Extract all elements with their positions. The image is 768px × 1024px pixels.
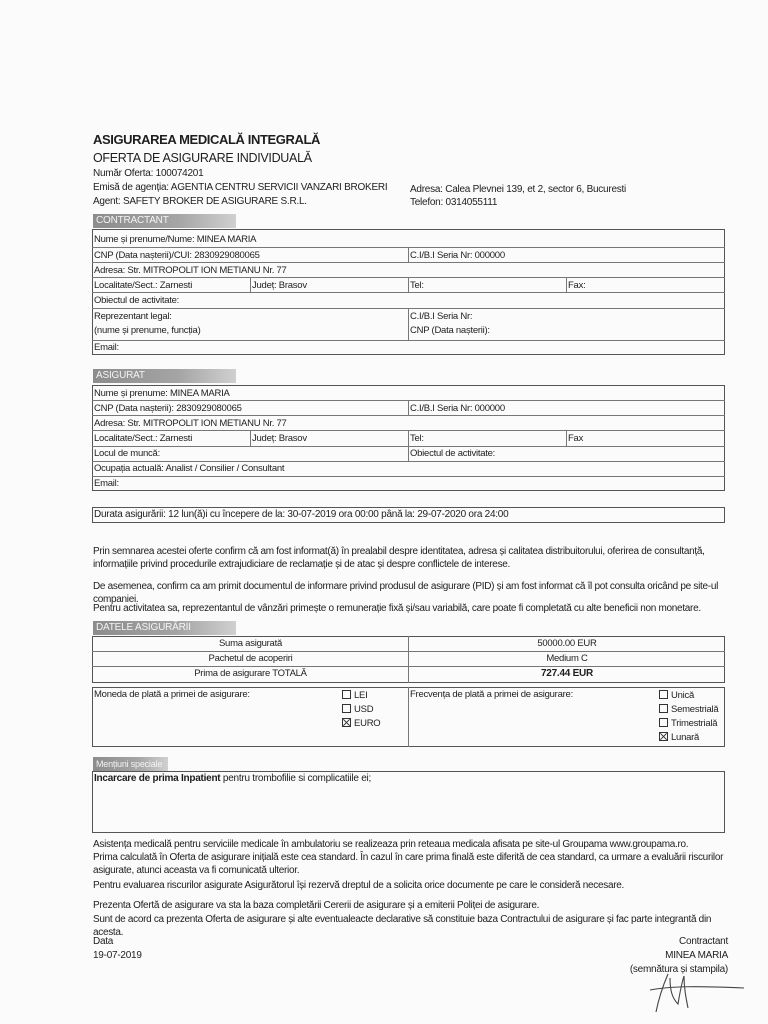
asigurat-cnp: CNP (Data nașterii): 2830929080065 <box>94 403 242 414</box>
special-mention-text: Incarcare de prima Inpatient pentru trombofilie si complicatiile ei; <box>94 773 372 784</box>
consent-paragraph-1: Prin semnarea acestei oferte confirm că am fost informat(ă) în prealabil despre identitatea, adresa și calitatea distribuitorului, oferirea de consultanță, informațiile privind procedurile extrajudiciare de reclamație și de atac și despre conflictele de interese. <box>93 546 705 570</box>
contractant-rep-cnp: CNP (Data nașterii): <box>410 325 490 336</box>
contractant-section-header: CONTRACTANT <box>93 214 236 228</box>
checkbox-lunara[interactable] <box>659 732 668 741</box>
asigurat-fax: Fax <box>568 433 584 444</box>
agent: Agent: SAFETY BROKER DE ASIGURARE S.R.L. <box>93 196 307 207</box>
checkbox-semestriala[interactable] <box>659 704 668 713</box>
contractant-address: Adresa: Str. MITROPOLIT ION METIANU Nr. 77 <box>94 265 287 276</box>
document-subtitle: OFERTA DE ASIGURARE INDIVIDUALĂ <box>93 151 312 165</box>
contractant-county: Județ: Brasov <box>252 280 307 291</box>
footer-note-1: Asistența medicală pentru serviciile medicale în ambulatoriu se realizeaza prin reteaua medicala afisata pe site-ul Groupama www.groupama.ro. <box>93 839 689 850</box>
contractant-email: Email: <box>94 342 119 353</box>
contractant-locality: Localitate/Sect.: Zarnesti <box>94 280 193 291</box>
footer-note-2: Prima calculată în Oferta de asigurare inițială este cea standard. În cazul în care prima finală este diferită de cea standard, ca urmare a evaluării riscurilor asigurate, atunci aceasta va fi comunicată ulterior. <box>93 852 724 876</box>
signature-note: (semnătura și stampila) <box>629 964 728 975</box>
coverage-package-value: Medium C <box>546 653 588 664</box>
contractant-tel: Tel: <box>410 280 424 291</box>
handwritten-signature <box>640 968 750 1018</box>
payment-currency-label: Moneda de plată a primei de asigurare: <box>94 689 250 700</box>
contractant-rep-id: C.I/B.I Seria Nr: <box>410 311 473 322</box>
footer-note-3: Pentru evaluarea riscurilor asigurate Asigurătorul își rezervă dreptul de a solicita orice documente pe care le consideră necesare. <box>93 880 624 891</box>
contractant-fax: Fax: <box>568 280 586 291</box>
contractant-rep-sublabel: (nume și prenume, funcția) <box>94 325 201 336</box>
checkbox-euro[interactable] <box>342 718 351 727</box>
frequency-option-unica[interactable]: Unică <box>659 690 694 702</box>
offer-number: Număr Oferta: 100074201 <box>93 168 204 179</box>
insurance-duration: Durata asigurării: 12 lun(ă)i cu începere de la: 30-07-2019 ora 00:00 până la: 29-07-2020 ora 24:00 <box>94 509 509 520</box>
frequency-option-trimestriala[interactable]: Trimestrială <box>659 718 717 730</box>
asigurat-tel: Tel: <box>410 433 424 444</box>
checkbox-lei[interactable] <box>342 690 351 699</box>
special-mentions-header: Mențiuni speciale <box>93 757 168 771</box>
frequency-option-lunara[interactable]: Lunară <box>659 732 699 744</box>
asigurat-county: Județ: Brasov <box>252 433 307 444</box>
consent-paragraph-2: De asemenea, confirm ca am primit documentul de informare privind produsul de asigurare (PID) și am fost informat că îl pot consulta oricând pe site-ul companiei. <box>93 581 718 605</box>
insurance-section-header: DATELE ASIGURĂRII <box>93 621 236 635</box>
consent-paragraph-3: Pentru activitatea sa, reprezentantul de vânzări primește o remunerație fixă și/sau variabilă, care poate fi completată cu alte beneficii non monetare. <box>93 603 701 614</box>
footer-note-5: Sunt de acord ca prezenta Oferta de asigurare și alte eventualeacte declarative să constituie baza Contractului de asigurare și fac parte integrantă din acesta. <box>93 914 712 938</box>
agency-phone: Telefon: 0314055111 <box>410 197 498 208</box>
checkbox-unica[interactable] <box>659 690 668 699</box>
contractant-cnp: CNP (Data nașterii)/CUI: 2830929080065 <box>94 250 260 261</box>
checkbox-usd[interactable] <box>342 704 351 713</box>
contractant-id-series: C.I/B.I Seria Nr: 000000 <box>410 250 505 261</box>
asigurat-locality: Localitate/Sect.: Zarnesti <box>94 433 193 444</box>
currency-option-usd[interactable]: USD <box>342 704 373 716</box>
footer-note-4: Prezenta Ofertă de asigurare va sta la baza completării Cererii de asigurare și a emiterii Poliței de asigurare. <box>93 900 540 911</box>
date-value: 19-07-2019 <box>93 950 142 961</box>
asigurat-occupation: Ocupația actuală: Analist / Consilier / Consultant <box>94 463 285 474</box>
signer-name: MINEA MARIA <box>665 950 728 961</box>
date-label: Data <box>93 936 114 947</box>
asigurat-section-header: ASIGURAT <box>93 369 236 383</box>
document-title: ASIGURAREA MEDICALĂ INTEGRALĂ <box>93 132 320 147</box>
payment-frequency-label: Frecvența de plată a primei de asigurare: <box>410 689 573 700</box>
currency-option-euro[interactable]: EURO <box>342 718 380 730</box>
asigurat-id-series: C.I/B.I Seria Nr: 000000 <box>410 403 505 414</box>
currency-option-lei[interactable]: LEI <box>342 690 368 702</box>
contractant-name: Nume și prenume/Nume: MINEA MARIA <box>94 234 257 245</box>
total-premium-value: 727.44 EUR <box>541 668 593 679</box>
asigurat-name: Nume și prenume: MINEA MARIA <box>94 388 230 399</box>
agency-address: Adresa: Calea Plevnei 139, et 2, sector 6, Bucuresti <box>410 184 627 195</box>
signer-role: Contractant <box>679 936 728 947</box>
contractant-rep-label: Reprezentant legal: <box>94 311 172 322</box>
contractant-activity: Obiectul de activitate: <box>94 295 180 306</box>
coverage-package-label: Pachetul de acoperiri <box>208 653 293 664</box>
frequency-option-semestriala[interactable]: Semestrială <box>659 704 718 716</box>
insured-sum-label: Suma asigurată <box>218 638 283 649</box>
issuing-agency: Emisă de agenția: AGENTIA CENTRU SERVICII VANZARI BROKERI <box>93 182 388 193</box>
total-premium-label: Prima de asigurare TOTALĂ <box>194 668 307 679</box>
asigurat-address: Adresa: Str. MITROPOLIT ION METIANU Nr. 77 <box>94 418 287 429</box>
asigurat-activity: Obiectul de activitate: <box>410 448 496 459</box>
checkbox-trimestriala[interactable] <box>659 718 668 727</box>
asigurat-workplace: Locul de muncă: <box>94 448 160 459</box>
asigurat-email: Email: <box>94 478 119 489</box>
insured-sum-value: 50000.00 EUR <box>537 638 597 649</box>
